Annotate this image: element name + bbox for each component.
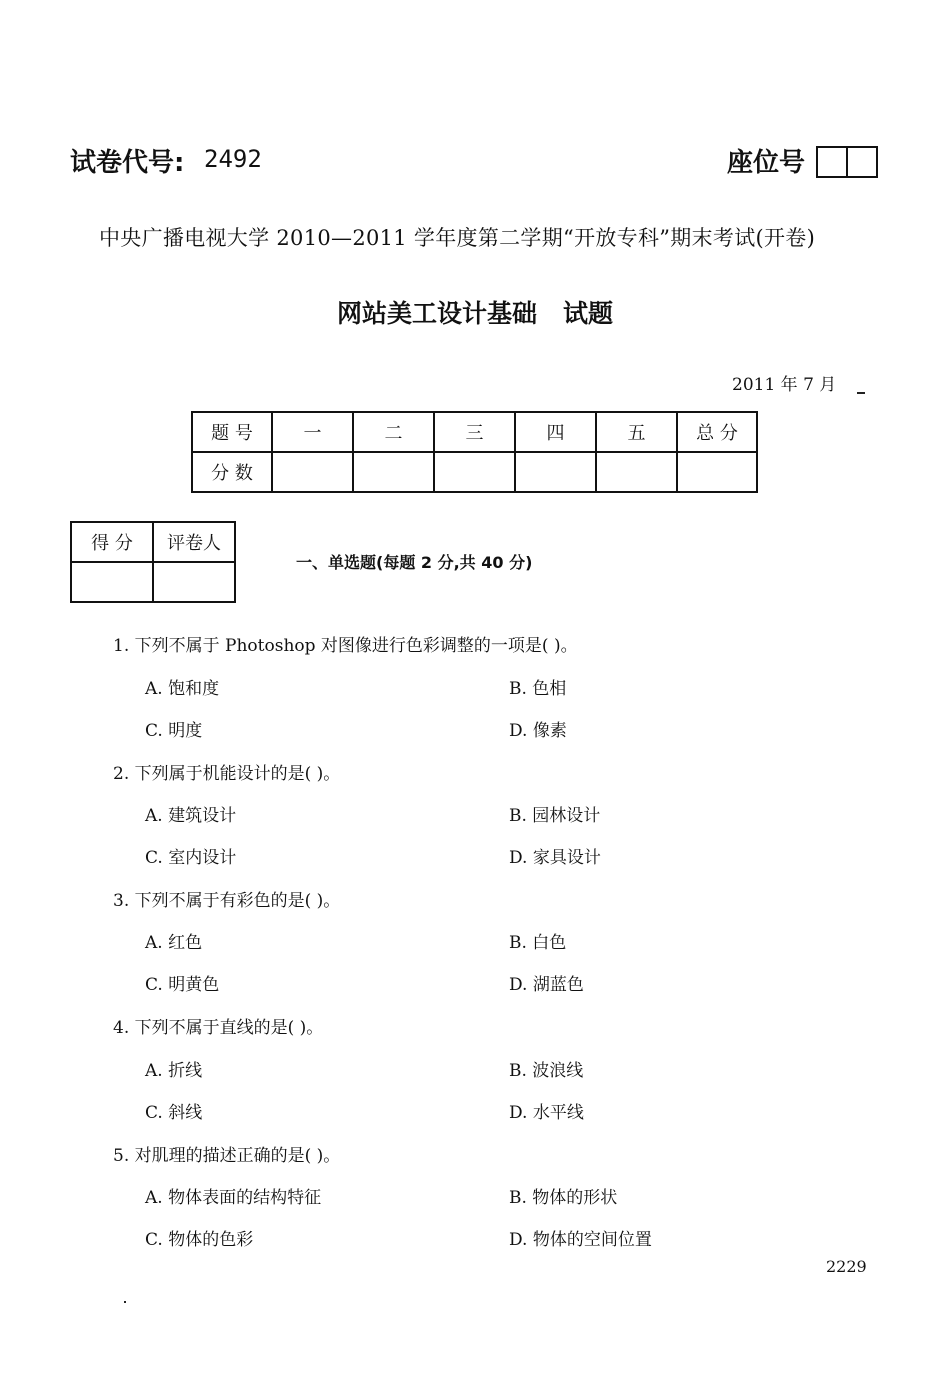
grader-table-entry-row bbox=[71, 562, 235, 602]
score-table-header-cell: 总 分 bbox=[677, 412, 757, 452]
question-stem: 3. 下列不属于有彩色的是( )。 bbox=[113, 891, 341, 911]
score-table-header-row bbox=[192, 412, 757, 452]
option-b: B. 物体的形状 bbox=[509, 1188, 618, 1208]
option-a: A. 折线 bbox=[145, 1061, 203, 1081]
option-c: C. 斜线 bbox=[145, 1103, 203, 1123]
score-cell[interactable] bbox=[515, 452, 596, 492]
score-table-score-row bbox=[192, 452, 757, 492]
scan-speck bbox=[857, 392, 865, 394]
option-d: D. 像素 bbox=[509, 721, 567, 741]
score-table-header-cell: 四 bbox=[515, 412, 596, 452]
option-d: D. 水平线 bbox=[509, 1103, 584, 1123]
score-table bbox=[191, 411, 758, 493]
question-stem: 1. 下列不属于 Photoshop 对图像进行色彩调整的一项是( )。 bbox=[113, 636, 578, 656]
grader-table bbox=[70, 521, 236, 603]
grader-table-header-row bbox=[71, 522, 235, 562]
option-c: C. 明度 bbox=[145, 721, 203, 741]
option-c: C. 明黄色 bbox=[145, 975, 220, 995]
score-cell[interactable] bbox=[596, 452, 677, 492]
score-cell[interactable] bbox=[353, 452, 434, 492]
score-cell[interactable] bbox=[272, 452, 353, 492]
option-a: A. 红色 bbox=[145, 933, 203, 953]
score-row-label: 分 数 bbox=[192, 452, 272, 492]
score-table-header-cell: 三 bbox=[434, 412, 515, 452]
option-c: C. 物体的色彩 bbox=[145, 1230, 254, 1250]
score-table-header-cell: 二 bbox=[353, 412, 434, 452]
exam-header-line: 中央广播电视大学 2010—2011 学年度第二学期“开放专科”期末考试(开卷) bbox=[99, 226, 816, 250]
paper-code: 2492 bbox=[204, 145, 262, 173]
option-d: D. 湖蓝色 bbox=[509, 975, 584, 995]
seat-number-box[interactable] bbox=[816, 146, 848, 178]
score-cell[interactable] bbox=[434, 452, 515, 492]
option-a: A. 物体表面的结构特征 bbox=[145, 1188, 322, 1208]
score-table-header-cell: 题 号 bbox=[192, 412, 272, 452]
option-b: B. 白色 bbox=[509, 933, 567, 953]
seat-number-label: 座位号 bbox=[727, 148, 806, 178]
question-stem: 2. 下列属于机能设计的是( )。 bbox=[113, 764, 341, 784]
paper-code-label: 试卷代号: bbox=[70, 148, 185, 178]
question-stem: 5. 对肌理的描述正确的是( )。 bbox=[113, 1146, 341, 1166]
grader-name-header: 评卷人 bbox=[153, 522, 235, 562]
option-a: A. 饱和度 bbox=[145, 679, 220, 699]
seat-number-boxes[interactable] bbox=[818, 146, 878, 178]
score-cell[interactable] bbox=[677, 452, 757, 492]
option-c: C. 室内设计 bbox=[145, 848, 237, 868]
option-b: B. 色相 bbox=[509, 679, 567, 699]
page-number: 2229 bbox=[826, 1257, 867, 1276]
exam-title: 网站美工设计基础 试题 bbox=[336, 299, 614, 328]
score-table-header-cell: 五 bbox=[596, 412, 677, 452]
option-d: D. 物体的空间位置 bbox=[509, 1230, 652, 1250]
option-b: B. 波浪线 bbox=[509, 1061, 584, 1081]
grader-name-cell[interactable] bbox=[153, 562, 235, 602]
grader-score-header: 得 分 bbox=[71, 522, 153, 562]
option-b: B. 园林设计 bbox=[509, 806, 601, 826]
score-table-header-cell: 一 bbox=[272, 412, 353, 452]
option-a: A. 建筑设计 bbox=[145, 806, 237, 826]
option-d: D. 家具设计 bbox=[509, 848, 601, 868]
question-stem: 4. 下列不属于直线的是( )。 bbox=[113, 1018, 324, 1038]
section-title: 一、单选题(每题 2 分,共 40 分) bbox=[296, 553, 533, 572]
grader-score-cell[interactable] bbox=[71, 562, 153, 602]
exam-date: 2011 年 7 月 bbox=[732, 375, 837, 395]
seat-number-box[interactable] bbox=[846, 146, 878, 178]
scan-speck bbox=[124, 1301, 126, 1303]
